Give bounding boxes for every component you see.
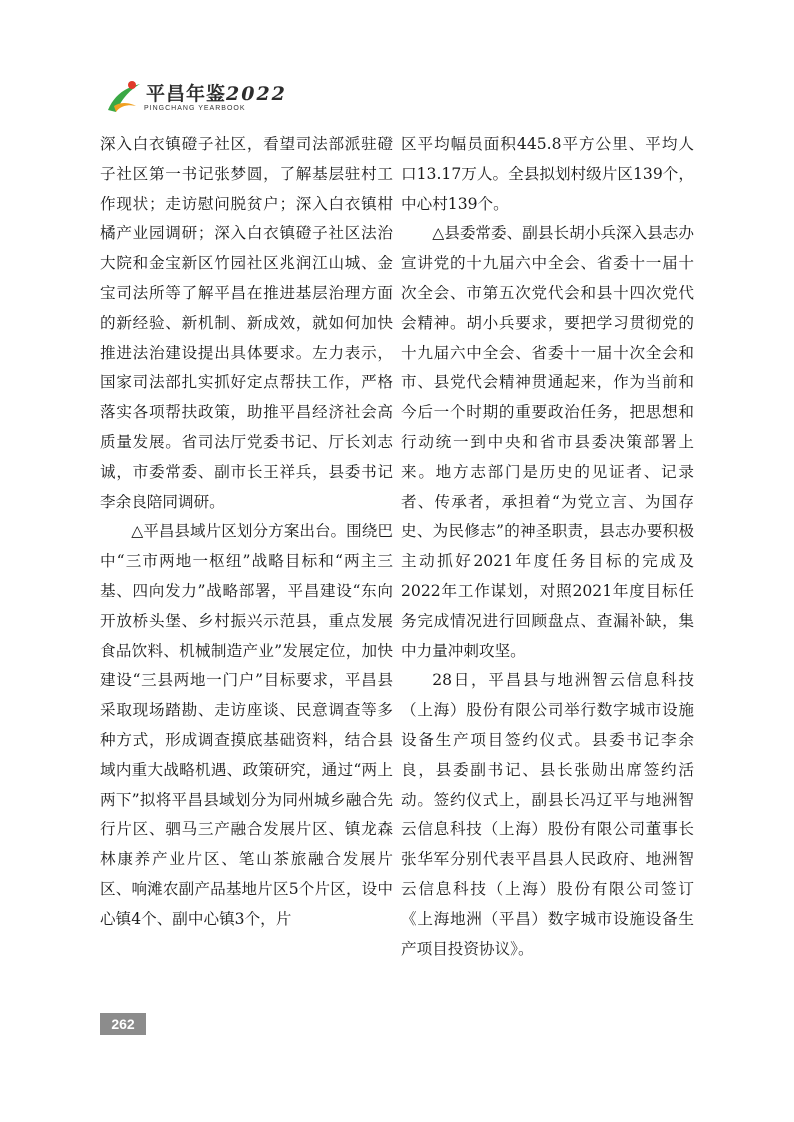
yearbook-subtitle: PINGCHANG YEARBOOK [144,105,246,112]
page-number: 262 [100,1013,146,1035]
left-column [100,130,393,935]
yearbook-year: 2022 [226,83,287,105]
paragraph: △县委常委、副县长胡小兵深入县志办宣讲党的十九届六中全会、省委十一届十次全会、市第五次党代会和县十四次党代会精神。胡小兵要求，要把学习贯彻党的十九届六中全会、省委十一届十次全会和市、县党代会精神贯通起来，作为当前和今后一个时期的重要政治任务，把思想和行动统一到中央和省市县委决策部署上来。地方志部门是历史的见证者、记录者、传承者，承担着“为党立言、为国存史、为民修志”的神圣职责，县志办要积极主动抓好2021年度任务目标的完成及2022年工作谋划，对照2021年度目标任务完成情况进行回顾盘点、查漏补缺，集中力量冲刺攻坚。 [401,224,694,660]
paragraph: 区平均幅员面积445.8平方公里、平均人口13.17万人。全县拟划村级片区139个，中心村139个。 [401,135,694,213]
yearbook-title: 平昌年鉴2022 [146,83,287,105]
page-header [100,76,340,124]
paragraph: △平昌县域片区划分方案出台。围绕巴中“三市两地一枢纽”战略目标和“两主三基、四向发力”战略部署，平昌建设“东向开放桥头堡、乡村振兴示范县，重点发展食品饮料、机械制造产业”发展定位，加快建设“三县两地一门户”目标要求，平昌县采取现场踏勘、走访座谈、民意调查等多种方式，形成调查摸底基础资料，结合县域内重大战略机遇、政策研究，通过“两上两下”拟将平昌县域划分为同州城乡融合先行片区、驷马三产融合发展片区、镇龙森林康养产业片区、笔山茶旅融合发展片区、响滩农副产品基地片区5个片区，设中心镇4个、副中心镇3个，片 [100,522,393,928]
paragraph: 28日，平昌县与地洲智云信息科技（上海）股份有限公司举行数字城市设施设备生产项目签约仪式。县委书记李余良，县委副书记、县长张勋出席签约活动。签约仪式上，副县长冯辽平与地洲智云信息科技（上海）股份有限公司董事长张华军分别代表平昌县人民政府、地洲智云信息科技（上海）股份有限公司签订《上海地洲（平昌）数字城市设施设备生产项目投资协议》。 [401,671,694,958]
paragraph: 深入白衣镇磴子社区，看望司法部派驻磴子社区第一书记张梦圆，了解基层驻村工作现状；走访慰问脱贫户；深入白衣镇柑橘产业园调研；深入白衣镇磴子社区法治大院和金宝新区竹园社区兆润江山城、金宝司法所等了解平昌在推进基层治理方面的新经验、新机制、新成效，就如何加快推进法治建设提出具体要求。左力表示，国家司法部扎实抓好定点帮扶工作，严格落实各项帮扶政策，助推平昌经济社会高质量发展。省司法厅党委书记、厅长刘志诚，市委常委、副市长王祥兵，县委书记李余良陪同调研。 [100,135,393,511]
yearbook-logo-icon [102,76,146,120]
right-column [401,130,694,964]
